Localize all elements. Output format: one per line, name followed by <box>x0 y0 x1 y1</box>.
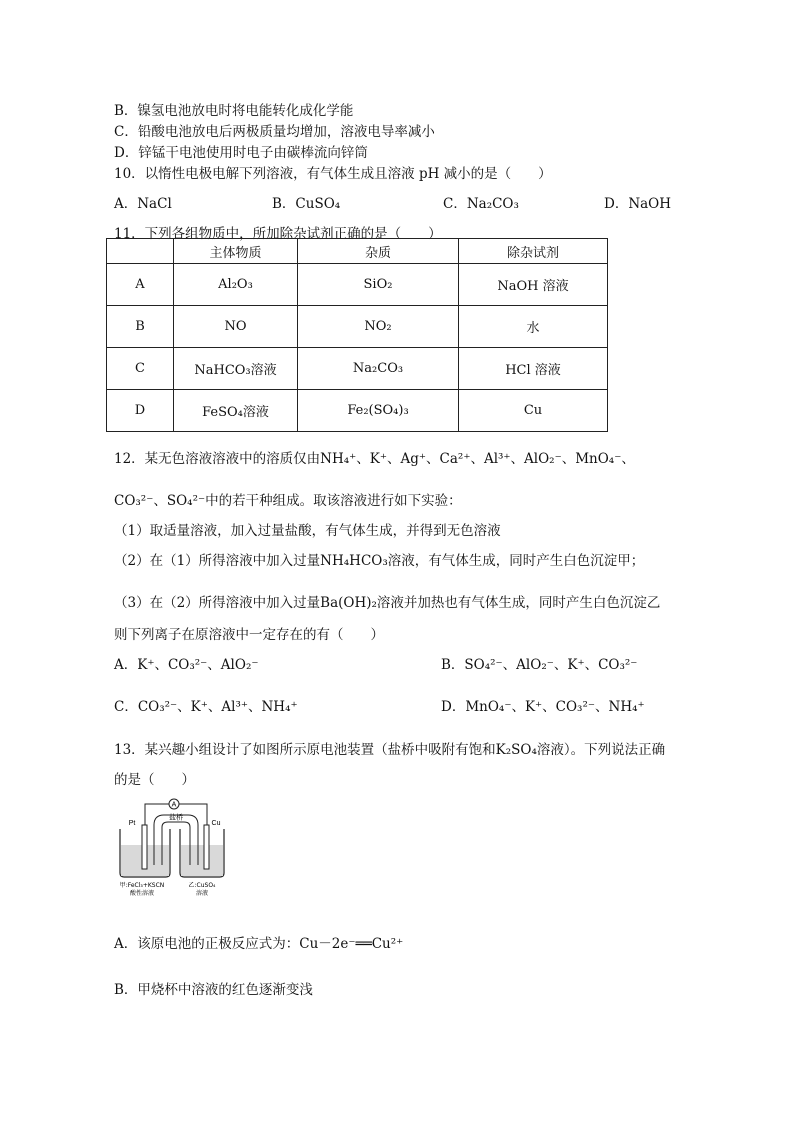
table-header-row <box>107 239 608 264</box>
table-cell: NO₂ <box>298 306 459 348</box>
table-header-cell: 除杂试剂 <box>459 239 608 264</box>
table-row <box>107 306 608 348</box>
table-cell: Cu <box>459 390 608 432</box>
galvanic-cell-diagram <box>112 797 230 899</box>
q9-option-c: C．铅酸电池放电后两极质量均增加，溶液电导率减小 <box>114 124 435 140</box>
table-header-cell: 杂质 <box>298 239 459 264</box>
q9-option-d: D．锌锰干电池使用时电子由碳棒流向锌筒 <box>114 145 368 161</box>
table-cell: Al₂O₃ <box>174 264 298 306</box>
table-cell: NaHCO₃溶液 <box>174 348 298 390</box>
table-cell: Na₂CO₃ <box>298 348 459 390</box>
table-cell: A <box>107 264 174 306</box>
left-beaker-caption-2: 酸性溶液 <box>129 890 155 897</box>
table-header-cell <box>107 239 174 264</box>
q12-step2: （2）在（1）所得溶液中加入过量NH₄HCO₃溶液，有气体生成，同时产生白色沉淀甲； <box>114 553 645 569</box>
q9-option-b: B．镍氢电池放电时将电能转化成化学能 <box>114 103 354 119</box>
q12-ask: 则下列离子在原溶液中一定存在的有（ ） <box>114 627 384 643</box>
cu-label: Cu <box>211 820 221 827</box>
q13-stem-line1: 13．某兴趣小组设计了如图所示原电池装置（盐桥中吸附有饱和K₂SO₄溶液）。下列说法正确 <box>114 742 666 758</box>
table-cell: D <box>107 390 174 432</box>
table-cell: 水 <box>459 306 608 348</box>
cu-electrode <box>204 825 209 869</box>
table-cell: SiO₂ <box>298 264 459 306</box>
table-row <box>107 390 608 432</box>
q12-option-c: C．CO₃²⁻、K⁺、Al³⁺、NH₄⁺ <box>114 699 298 715</box>
pt-label: Pt <box>128 820 136 827</box>
table-cell: FeSO₄溶液 <box>174 390 298 432</box>
q12-stem-line1: 12．某无色溶液溶液中的溶质仅由NH₄⁺、K⁺、Ag⁺、Ca²⁺、Al³⁺、AlO₂⁻、MnO₄⁻、 <box>114 451 635 467</box>
table-cell: Fe₂(SO₄)₃ <box>298 390 459 432</box>
table-cell: C <box>107 348 174 390</box>
salt-bridge-label: 盐桥 <box>169 813 183 822</box>
table-row <box>107 264 608 306</box>
q10-option-b: B．CuSO₄ <box>272 196 341 212</box>
q12-step3: （3）在（2）所得溶液中加入过量Ba(OH)₂溶液并加热也有气体生成，同时产生白色沉淀乙 <box>114 595 661 611</box>
q12-option-a: A．K⁺、CO₃²⁻、AlO₂⁻ <box>114 657 259 673</box>
q10-stem: 10．以惰性电极电解下列溶液，有气体生成且溶液 pH 减小的是（ ） <box>114 166 552 182</box>
q12-option-d: D．MnO₄⁻、K⁺、CO₃²⁻、NH₄⁺ <box>441 699 645 715</box>
q10-option-a: A．NaCl <box>114 196 172 212</box>
left-beaker-caption-1: 甲:FeCl₃+KSCN <box>119 882 165 889</box>
q13-option-b: B．甲烧杯中溶液的红色逐渐变浅 <box>114 982 313 998</box>
q13-stem-line2: 的是（ ） <box>114 772 195 788</box>
q12-stem-line2: CO₃²⁻、SO₄²⁻中的若干种组成。取该溶液进行如下实验： <box>114 493 462 509</box>
right-solution <box>181 845 223 876</box>
right-beaker-caption-1: 乙:CuSO₄ <box>188 882 216 889</box>
q10-option-c: C．Na₂CO₃ <box>443 196 519 212</box>
pt-electrode <box>142 825 147 869</box>
right-beaker-caption-2: 溶液 <box>195 890 209 897</box>
table-cell: NO <box>174 306 298 348</box>
impurity-table <box>106 238 608 432</box>
table-header-cell: 主体物质 <box>174 239 298 264</box>
q13-option-a: A．该原电池的正极反应式为：Cu－2e⁻══Cu²⁺ <box>114 936 404 952</box>
q12-step1: （1）取适量溶液，加入过量盐酸，有气体生成，并得到无色溶液 <box>114 523 501 539</box>
q12-option-b: B．SO₄²⁻、AlO₂⁻、K⁺、CO₃²⁻ <box>441 657 638 673</box>
q10-option-d: D．NaOH <box>604 196 672 212</box>
table-cell: HCl 溶液 <box>459 348 608 390</box>
ammeter-label: A <box>171 801 177 809</box>
q11-stem: 11．下列各组物质中，所加除杂试剂正确的是（ ） <box>114 226 442 242</box>
table-row <box>107 348 608 390</box>
table-cell: NaOH 溶液 <box>459 264 608 306</box>
wire-right <box>179 804 207 829</box>
table-cell: B <box>107 306 174 348</box>
